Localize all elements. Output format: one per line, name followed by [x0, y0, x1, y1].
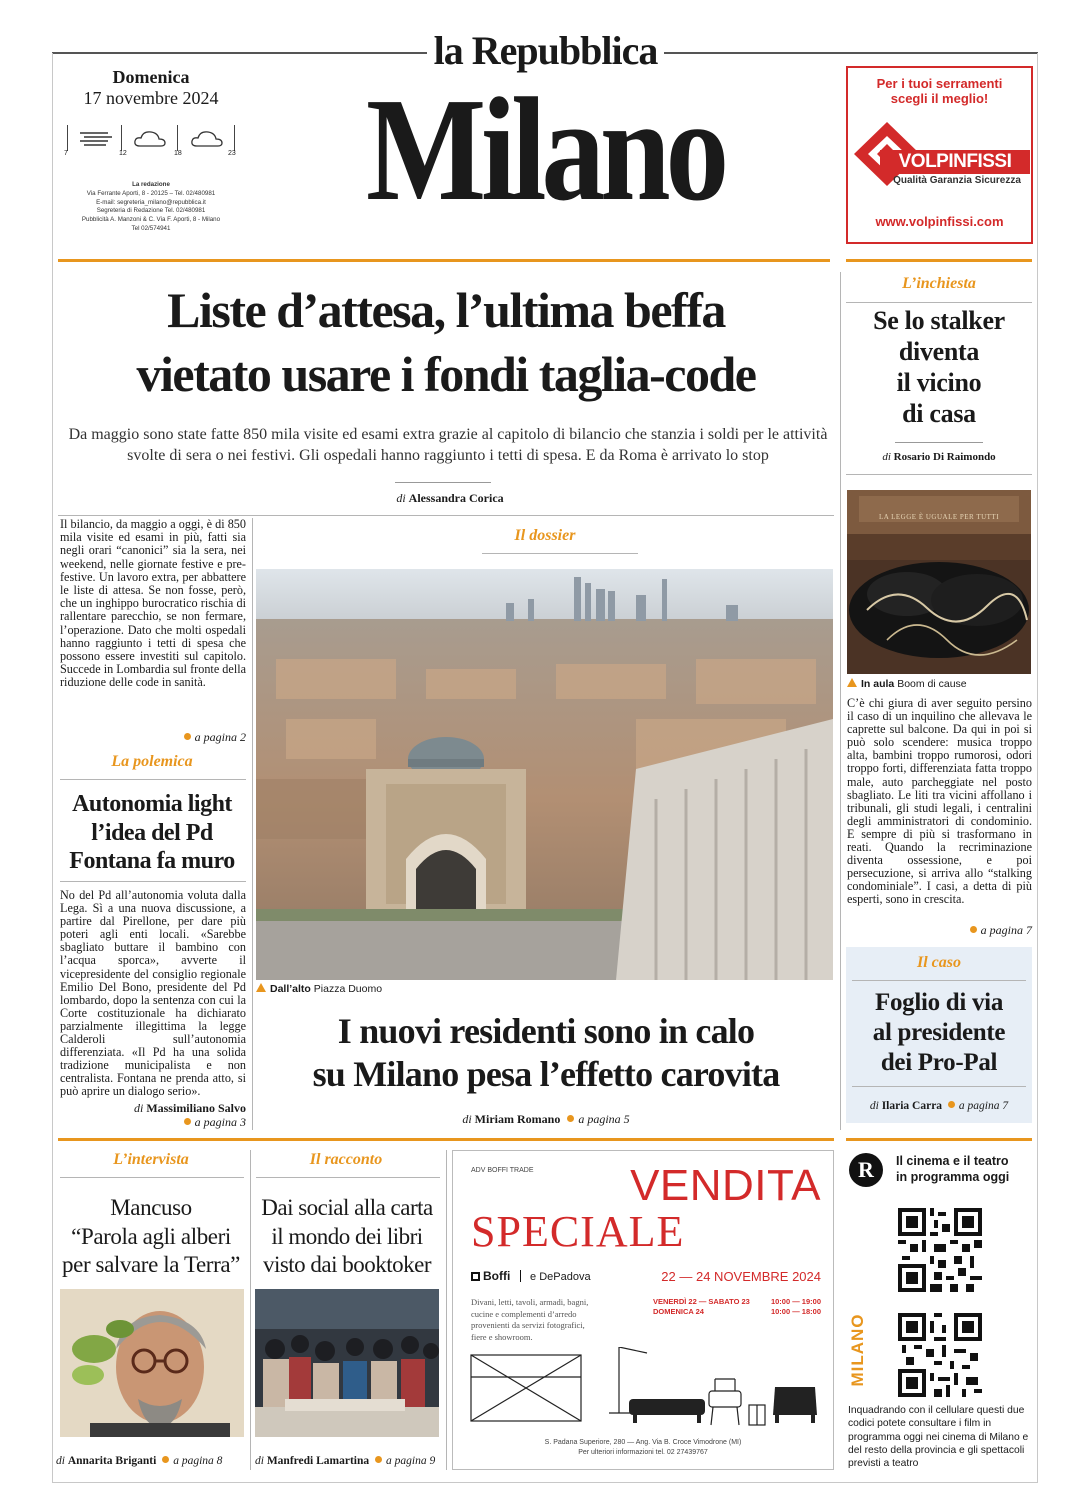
- ad-slogan: Qualità Garanzia Sicurezza: [893, 175, 1021, 186]
- intervista-byline: [56, 1455, 250, 1467]
- caso-headline-line: al presidente: [872, 1019, 1006, 1046]
- byline-prefix: di: [133, 1101, 144, 1115]
- bullet-icon: [184, 733, 191, 740]
- page-ref-text: a pagina 7: [980, 923, 1032, 937]
- inchiesta-byline: [846, 451, 1032, 463]
- inchiesta-page-ref[interactable]: [900, 923, 1032, 938]
- byline-prefix: di: [882, 451, 891, 463]
- photo-milano-aerial[interactable]: [256, 569, 833, 980]
- racconto-headline-line: visto dai booktoker: [262, 1252, 432, 1277]
- racconto-headline-line: il mondo dei libri: [271, 1223, 423, 1249]
- caption-text: Piazza Duomo: [313, 983, 383, 995]
- lead-summary: Da maggio sono state fatte 850 mila visite ed esami extra grazie al capitolo di bilancio che stanzia i soldi per le attività svolte di sera o nei festivi. Gli ospedali hanno raggiunto i tetti di spesa. E da Roma è arrivato lo stop: [68, 426, 828, 464]
- bullet-icon: [970, 926, 977, 933]
- weather-hour: 7: [64, 150, 68, 157]
- page-ref-text: a pagina 5: [578, 1112, 630, 1126]
- caso-page-ref[interactable]: [948, 1100, 1008, 1112]
- lead-body: Il bilancio, da maggio a oggi, è di 850 mila visite ed esami in più, fatti sia negli orari “canonici” sia la sera, nei weekend, nelle giornate festive e pre-festive. Un lavoro extra, per abbattere le liste di attesa. Se non fosse, però, che un inghippo burocratico rischia di rallentare parecchio, se non fermare, l’operazione. Dato che molti ospedali hanno raggiunto i tetti di spesa che possono essere investiti sul capitolo. Succede in Lombardia sul fronte della riduzione delle code in sanità.: [60, 517, 246, 690]
- repubblica-logo-icon[interactable]: [849, 1153, 883, 1187]
- byline-author[interactable]: Annarita Briganti: [67, 1455, 157, 1467]
- polemica-headline-line: Fontana fa muro: [69, 848, 235, 874]
- polemica-page-ref[interactable]: [120, 1115, 246, 1130]
- courtroom-motto: LA LEGGE È UGUALE PER TUTTI: [878, 513, 1000, 521]
- polemica-kicker: La polemica: [111, 753, 193, 770]
- ad-volpinfissi[interactable]: [846, 66, 1033, 244]
- dossier-headline[interactable]: [256, 1010, 836, 1096]
- racconto-headline[interactable]: [250, 1194, 444, 1280]
- byline-author[interactable]: Miriam Romano: [474, 1112, 561, 1126]
- dossier-page-ref[interactable]: [567, 1112, 629, 1126]
- caso-headline-line: Foglio di via: [874, 989, 1004, 1016]
- inchiesta-headline-line: diventa: [898, 337, 980, 366]
- ad-hours-time: 10:00 — 19:00: [770, 1297, 821, 1306]
- cloud-icon: [132, 128, 168, 150]
- cloud-icon: [189, 128, 225, 150]
- caption-text: Boom di cause: [897, 678, 967, 690]
- racconto-page-ref[interactable]: [375, 1455, 435, 1467]
- racconto-kicker: Il racconto: [309, 1151, 383, 1168]
- bullet-icon: [567, 1115, 574, 1122]
- weather-strip: [62, 122, 242, 162]
- polemica-body: No del Pd all’autonomia voluta dalla Lega. Sì a una nuova discussione, a partire dal Pirellone, per dare più poteri agli enti locali. «Sarebbe sbagliato buttare il bambino con l’acqua sporca», avverte il vicepresidente del consiglio regionale Emilio Del Bono, presidente del Pd lombardo, dopo la sentenza con cui la Corte costituzionale ha dichiarato parzialmente illegittima la legge Calderoli sull’autonomia differenziata. «Il Pd ha una solida tradizione municipalista e non centralista. Fontana ne prenda atto, si può aprire un dialogo serio».: [60, 888, 246, 1099]
- weather-hour: 12: [119, 150, 127, 157]
- polemica-headline[interactable]: [56, 790, 248, 876]
- ad-title-vendita: VENDITA: [630, 1161, 821, 1210]
- brand-name[interactable]: la Repubblica: [433, 28, 658, 73]
- photo-booktoker[interactable]: [255, 1289, 439, 1437]
- ad-days: DOMENICA 24: [653, 1307, 704, 1316]
- caso-headline[interactable]: [846, 988, 1032, 1078]
- byline-prefix: di: [869, 1100, 879, 1112]
- ad-days: VENERDÌ 22 — SABATO 23: [653, 1297, 750, 1306]
- page-ref-text: a pagina 2: [194, 730, 246, 744]
- byline-prefix: di: [396, 491, 406, 505]
- ad-info: Per ulteriori informazioni tel. 02 27439767: [578, 1449, 708, 1456]
- lead-byline: [340, 491, 560, 506]
- ad-title-speciale: SPECIALE: [471, 1207, 685, 1256]
- polemica-byline: [60, 1101, 246, 1116]
- crowd-image: [255, 1289, 439, 1437]
- inchiesta-caption: [847, 678, 967, 690]
- inchiesta-body: C’è chi giura di aver seguito persino il caso di un inquilino che allevava le caprette sul balcone. Da qui in poi si può solo scendere: musica troppo alta, bambini troppo rumorosi, odori troppo forti, differenziata fatta troppo male, auto parcheggiate nel posto sbagliato. Le liti tra vicini affollano i tribunali, gli studi legali, i centralini degli amministratori di condominio. E sempre di più si trasformano in reati. Quando la recriminazione diventa ossessione, e poi persecuzione, si arriva allo “stalking condominiale”. I casi, a detta di più esperti, sono in crescita.: [847, 696, 1032, 907]
- intervista-headline[interactable]: [54, 1194, 248, 1280]
- byline-author[interactable]: Ilaria Carra: [881, 1100, 943, 1112]
- logo-letter: R: [858, 1157, 874, 1182]
- weather-hour: 18: [174, 150, 182, 157]
- ad-adv-label: ADV BOFFI TRADE: [471, 1167, 534, 1174]
- intervista-headline-line: “Parola agli alberi: [71, 1223, 231, 1249]
- inchiesta-headline-line: il vicino: [896, 368, 982, 397]
- redazione-line: Pubblicità A. Manzoni & C. Via F. Aporti, 8 - Milano: [81, 216, 221, 224]
- intervista-headline-line: Mancuso: [110, 1195, 192, 1220]
- cinema-title-line: Il cinema e il teatro: [896, 1154, 1009, 1168]
- inchiesta-headline-line: Se lo stalker: [873, 306, 1005, 335]
- ad-brand: VOLPINFISSI: [880, 150, 1030, 174]
- byline-author[interactable]: Rosario Di Raimondo: [893, 451, 996, 463]
- ad-hours-time: 10:00 — 18:00: [770, 1307, 821, 1316]
- milano-skyline-image: [256, 569, 833, 980]
- day-label: Domenica: [112, 67, 190, 87]
- lead-page-ref[interactable]: [120, 730, 246, 745]
- caption-triangle-icon: [847, 678, 857, 687]
- furniture-illustration-icon: [469, 1347, 823, 1431]
- ad-url[interactable]: www.volpinfissi.com: [875, 214, 1004, 229]
- caso-kicker: Il caso: [917, 954, 961, 971]
- byline-prefix: di: [56, 1455, 65, 1467]
- photo-caption: [256, 983, 382, 995]
- lead-headline[interactable]: [58, 278, 834, 406]
- page-ref-text: a pagina 7: [958, 1100, 1009, 1112]
- bullet-icon: [184, 1118, 191, 1125]
- inchiesta-headline[interactable]: [846, 305, 1032, 429]
- ad-tagline: scegli il meglio!: [890, 91, 989, 106]
- racconto-byline: [255, 1455, 449, 1467]
- ad-address: S. Padana Superiore, 280 — Ang. Via B. Croce Vimodrone (MI): [544, 1439, 742, 1446]
- page-ref-text: a pagina 8: [173, 1455, 223, 1467]
- page-ref-text: a pagina 3: [194, 1115, 246, 1129]
- intervista-page-ref[interactable]: [162, 1455, 222, 1467]
- cinema-vertical-label: MILANO: [848, 1313, 867, 1387]
- bullet-icon: [375, 1456, 382, 1463]
- ad-tagline: Per i tuoi serramenti: [876, 76, 1003, 91]
- caption-bold: Dall’alto: [270, 983, 311, 995]
- redazione-info: [60, 181, 242, 234]
- ad-boffi[interactable]: [452, 1150, 834, 1470]
- page-ref-text: a pagina 9: [386, 1455, 436, 1467]
- ad-dates: 22 — 24 NOVEMBRE 2024: [661, 1269, 821, 1284]
- cinema-title-line: in programma oggi: [896, 1170, 1010, 1184]
- lead-headline-line: Liste d’attesa, l’ultima beffa: [167, 282, 725, 338]
- byline-prefix: di: [255, 1455, 264, 1467]
- bullet-icon: [948, 1101, 955, 1108]
- dossier-byline: [256, 1112, 836, 1127]
- cinema-title[interactable]: [896, 1153, 1032, 1185]
- polemica-headline-line: l’idea del Pd: [91, 819, 213, 846]
- brand-boffi: Boffi: [483, 1269, 511, 1283]
- redazione-line: Segreteria di Redazione Tel. 02/480981: [96, 207, 206, 215]
- boffi-logo-icon: [471, 1272, 480, 1281]
- byline-prefix: di: [462, 1112, 472, 1126]
- date-label: 17 novembre 2024: [83, 88, 219, 108]
- dossier-headline-line: I nuovi residenti sono in calo: [337, 1011, 755, 1051]
- edition-title: Milano: [366, 68, 724, 232]
- ad-description: Divani, letti, tavoli, armadi, bagni, cucine e complementi d’arredo provenienti da servizi fotografici, fiere e showroom.: [471, 1297, 589, 1342]
- inchiesta-kicker: L’inchiesta: [902, 275, 976, 292]
- ad-brand-boffi: [471, 1269, 591, 1283]
- polemica-headline-line: Autonomia light: [72, 791, 232, 817]
- caso-byline: [846, 1100, 1032, 1112]
- weather-hour: 23: [228, 150, 236, 157]
- qr-code-teatro-icon[interactable]: [898, 1313, 982, 1397]
- qr-code-cinema-icon[interactable]: [898, 1208, 982, 1292]
- portrait-image: [60, 1289, 244, 1437]
- intervista-headline-line: per salvare la Terra”: [62, 1252, 240, 1277]
- byline-author[interactable]: Manfredi Lamartina: [266, 1455, 370, 1467]
- redazione-line: Tel 02/574941: [131, 224, 171, 232]
- caption-bold: In aula: [861, 678, 895, 690]
- brand-depadova: e DePadova: [530, 1271, 591, 1283]
- caption-triangle-icon: [256, 983, 266, 992]
- photo-mancuso[interactable]: [60, 1289, 244, 1437]
- cinema-text: Inquadrando con il cellulare questi due codici potete consultare i film in programma oggi nei cinema di Milano e del resto della provincia e gli spettacoli previsti a teatro: [848, 1405, 1029, 1470]
- racconto-headline-line: Dai social alla carta: [261, 1195, 433, 1220]
- redazione-line: Via Ferrante Aporti, 8 - 20125 – Tel. 02/480981: [86, 189, 216, 197]
- ad-hours: [653, 1297, 821, 1317]
- caso-headline-line: dei Pro-Pal: [880, 1049, 998, 1076]
- byline-author[interactable]: Massimiliano Salvo: [146, 1101, 246, 1115]
- redazione-line: E-mail: segreteria_milano@repubblica.it: [96, 198, 206, 206]
- dossier-kicker: Il dossier: [514, 527, 576, 544]
- redazione-title: La redazione: [132, 181, 170, 188]
- intervista-kicker: L’intervista: [113, 1151, 189, 1168]
- lead-headline-line: vietato usare i fondi taglia-code: [136, 346, 756, 402]
- inchiesta-headline-line: di casa: [902, 399, 976, 428]
- bullet-icon: [162, 1456, 169, 1463]
- photo-courtroom[interactable]: [847, 490, 1031, 674]
- byline-author[interactable]: Alessandra Corica: [408, 491, 504, 505]
- dossier-headline-line: su Milano pesa l’effetto carovita: [312, 1054, 780, 1094]
- fog-icon: [78, 128, 114, 148]
